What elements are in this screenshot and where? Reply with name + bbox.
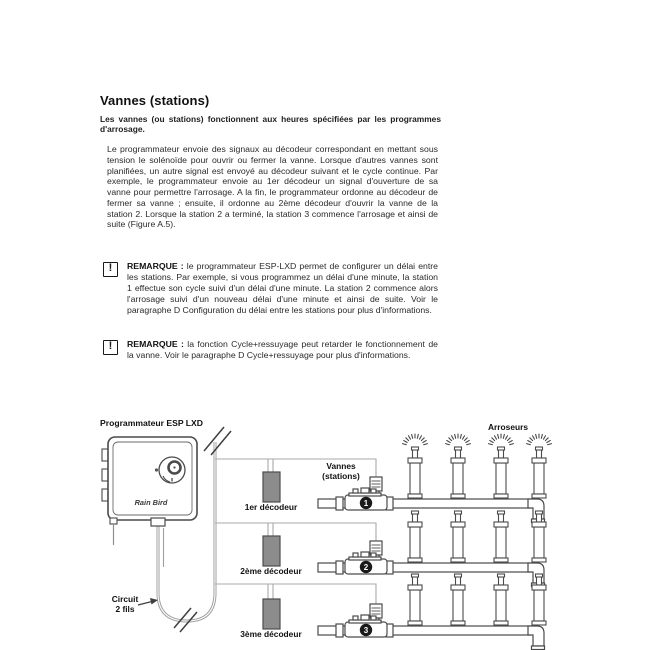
sprinkler (408, 511, 422, 562)
note-2-label: REMARQUE : (127, 339, 184, 349)
intro-statement: Les vannes (ou stations) fonctionnent aux heures spécifiées par les programmes d'arrosage. (100, 114, 441, 135)
sprinkler (451, 574, 465, 625)
body-paragraph: Le programmateur envoie des signaux au décodeur correspondant en mettant sous tension le solénoïde pour ouvrir ou fermer la vanne. Lorsque d'autres vannes sont planifiées, un autre signal est envoyé au décodeur suivant et le cycle continue. Par exemple, le programmateur envoie au 1er décodeur un signal d'ouverture de sa vanne pour permettre l'arrosage. A la fin, le programmateur ordonne au décodeur de fermer sa vanne ; ensuite, il ordonne au 2ème décodeur d'ouvrir la vanne de la station 2. Lorsque la station 2 a terminé, la station 3 commence l'arrosage et ainsi de suite (Figure A.5). (107, 144, 438, 230)
decoder-3 (263, 599, 280, 629)
valve-3-number: 3 (363, 626, 369, 635)
valves-label (306, 462, 376, 481)
sprinkler (494, 447, 508, 498)
sprinkler (451, 511, 465, 562)
page-title: Vannes (stations) (100, 93, 210, 108)
note-1 (103, 261, 439, 316)
sprinkler (494, 574, 508, 625)
note-2-body: la fonction Cycle+ressuyage peut retarder le fonctionnement de la vanne. Voir le paragraphe D Cycle+ressuyage pour plus d'informations. (127, 339, 438, 360)
circuit-label (95, 595, 155, 614)
decoder-3-label: 3ème décodeur (240, 629, 302, 639)
spray-icon (402, 434, 427, 445)
spray-icon (526, 434, 551, 445)
decoder-1-label: 1er décodeur (244, 502, 298, 512)
spray-icon (488, 434, 513, 445)
valve-2-number: 2 (363, 563, 369, 572)
note-1-text (127, 261, 438, 316)
circuit-label-line2: 2 fils (115, 603, 135, 614)
irrigation-diagram (88, 415, 563, 650)
decoder-2 (263, 536, 280, 566)
controller-label: Programmateur ESP LXD (100, 418, 203, 428)
sprinklers-label: Arroseurs (487, 422, 529, 432)
decoder-wire (215, 584, 376, 604)
decoder-1 (263, 472, 280, 502)
spray-icon (445, 434, 470, 445)
rain-bird-logo: Rain Bird (134, 498, 168, 507)
sprinkler (494, 511, 508, 562)
note-2 (103, 339, 439, 361)
note-2-text (127, 339, 438, 361)
exclamation-icon: ! (103, 262, 118, 277)
circuit-label-line1: Circuit (111, 594, 139, 604)
note-1-label: REMARQUE : (127, 261, 184, 271)
decoder-wire (215, 523, 376, 541)
sprinkler (532, 447, 546, 498)
sprinkler (451, 447, 465, 498)
valves-label-line1: Vannes (326, 461, 356, 471)
controller-box (102, 437, 197, 545)
sprinkler (408, 447, 422, 498)
sprinkler (408, 574, 422, 625)
exclamation-icon: ! (103, 340, 118, 355)
note-1-body: le programmateur ESP-LXD permet de configurer un délai entre les stations. Par exemple, si vous programmez un délai d'une minute, la station 1 effectue son cycle suivi d'un délai d'une minute. La station 2 commence alors l'arrosage suivi d'un nouveau délai d'une minute et ainsi de suite. Voir le paragraphe D Configuration du délai entre les stations pour plus d'informations. (127, 261, 438, 315)
decoder-2-label: 2ème décodeur (240, 566, 302, 576)
valve-1-number: 1 (363, 499, 369, 508)
valves-label-line2: (stations) (322, 470, 360, 481)
